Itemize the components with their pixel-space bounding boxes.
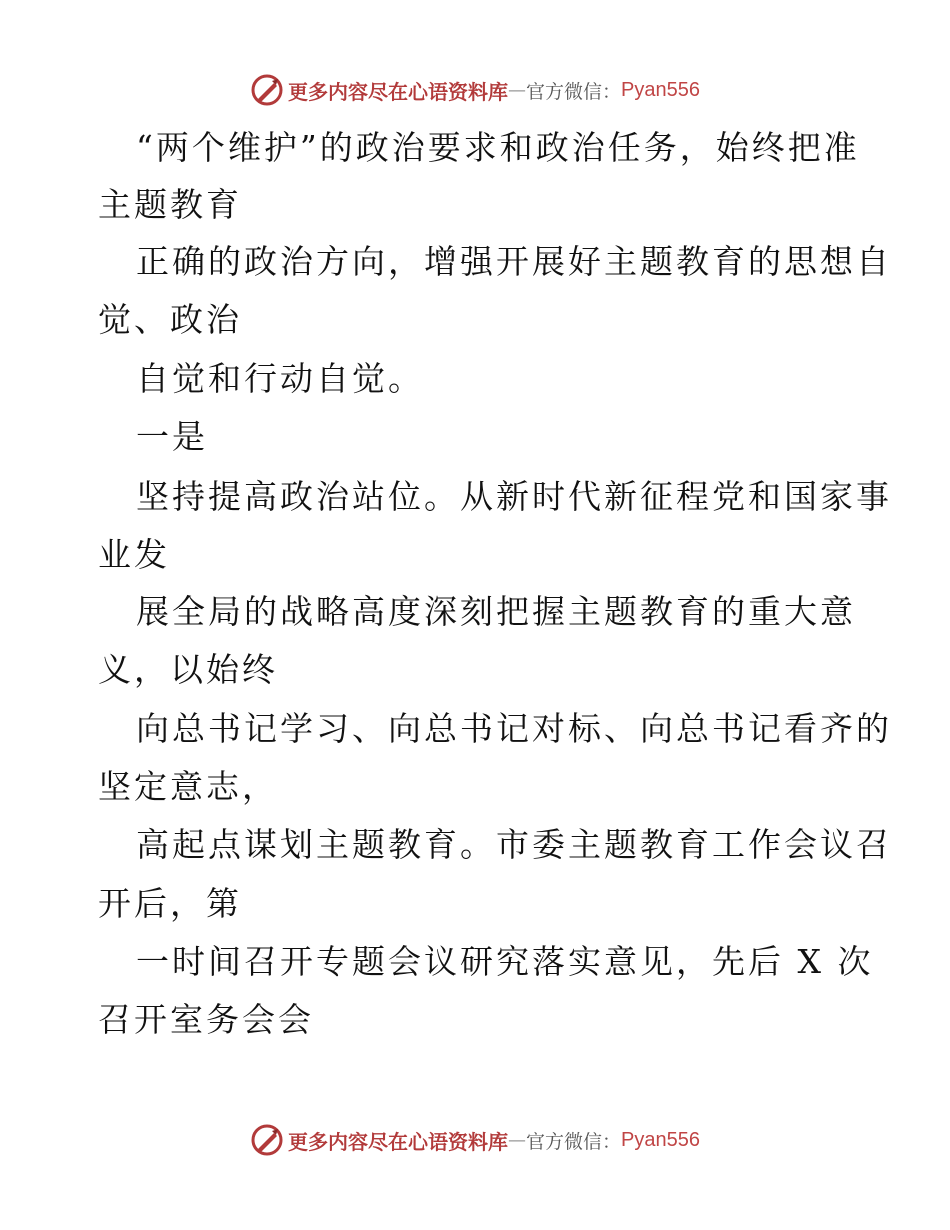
body-line: 一时间召开专题会议研究落实意见，先后 X 次 [136,942,874,981]
body-line: 坚持提高政治站位。从新时代新征程党和国家事 [136,477,892,516]
body-line: 展全局的战略高度深刻把握主题教育的重大意 [136,592,856,631]
body-line: 高起点谋划主题教育。市委主题教育工作会议召 [136,825,892,864]
wechat-id: Pyan556 [621,78,700,101]
header-banner [0,70,950,110]
body-line: 坚定意志， [98,767,278,806]
banner-title: 更多内容尽在心语资料库 [288,79,508,104]
body-line: 自觉和行动自觉。 [136,359,424,398]
body-line: 开后，第 [98,884,242,923]
body-line: 一是 [136,417,208,456]
banner-title: 更多内容尽在心语资料库 [288,1129,508,1154]
footer-banner [0,1120,950,1160]
banner-dash: — [508,79,526,101]
body-line: 觉、政治 [98,300,242,339]
quill-logo-icon [250,73,284,107]
body-line: 业发 [98,535,170,574]
body-line: 召开室务会会 [98,1000,314,1039]
body-line: “两个维护”的政治要求和政治任务，始终把准 [136,128,860,167]
quill-logo-icon [250,1123,284,1157]
wechat-label: 官方微信： [526,80,622,103]
body-line: 向总书记学习、向总书记对标、向总书记看齐的 [136,709,892,748]
body-line: 义，以始终 [98,650,278,689]
body-line: 正确的政治方向，增强开展好主题教育的思想自 [136,242,892,281]
body-line: 主题教育 [98,185,242,224]
banner-dash: — [508,1129,526,1151]
wechat-label: 官方微信： [526,1130,622,1153]
wechat-id: Pyan556 [621,1128,700,1151]
